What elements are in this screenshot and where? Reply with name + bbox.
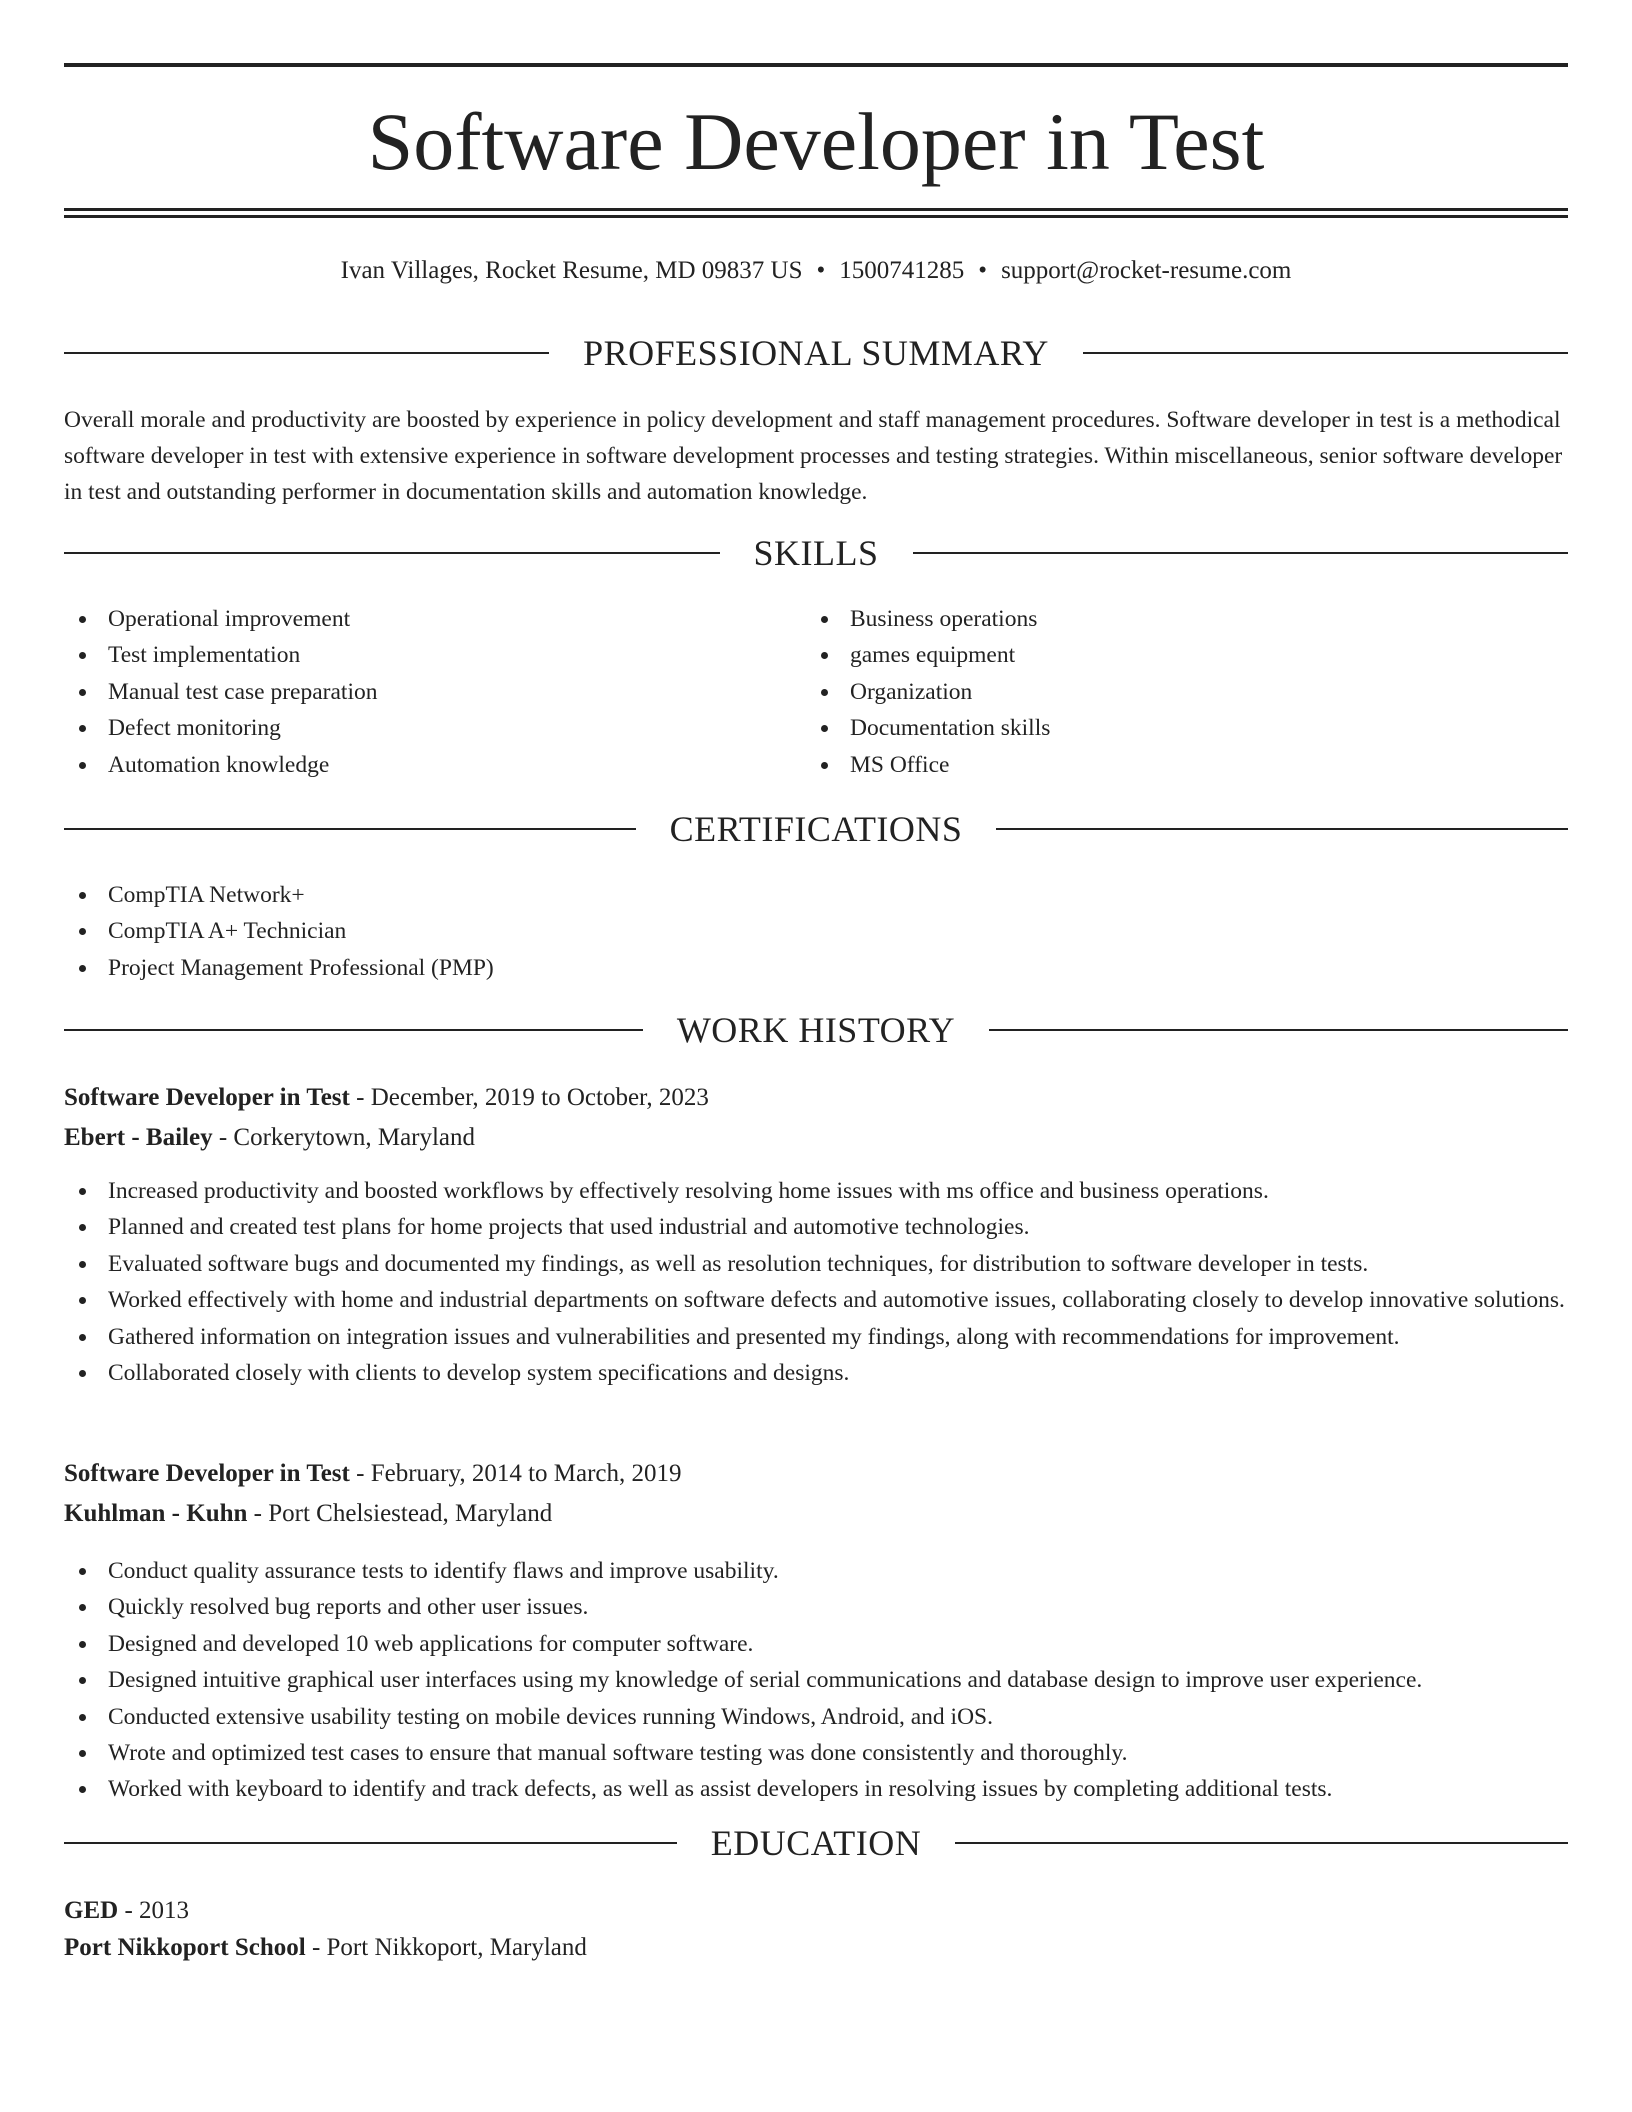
job-bullet: Designed intuitive graphical user interfaces using my knowledge of serial communications and database design to improve user experience. [64,1662,1568,1698]
job-title-line [64,1456,1568,1492]
heading-rule [64,1842,677,1844]
education-school: Port Nikkoport School [64,1934,306,1961]
education-school-line [64,1930,1568,1966]
section-heading-education [64,1821,1568,1865]
skill-item: Test implementation [64,637,804,673]
job-bullet: Worked effectively with home and industrial departments on software defects and automotive issues, collaborating closely to develop innovative solutions. [64,1282,1568,1318]
skill-item: Automation knowledge [64,747,804,783]
skill-item: Defect monitoring [64,710,804,746]
contact-address: Ivan Villages, Rocket Resume, MD 09837 US [340,257,803,284]
section-title: EDUCATION [710,1823,922,1863]
job-bullets [64,1553,1568,1808]
job-title: Software Developer in Test [64,1460,350,1487]
heading-rule [64,828,636,830]
section-heading-skills [64,531,1568,575]
skill-item: MS Office [806,747,1546,783]
certification-item: CompTIA A+ Technician [64,913,1568,949]
certification-item: Project Management Professional (PMP) [64,950,1568,986]
skill-item: Operational improvement [64,601,804,637]
contact-phone: 1500741285 [839,257,965,284]
section-title: CERTIFICATIONS [669,809,963,849]
heading-rule [64,1029,643,1031]
section-title: SKILLS [753,533,879,573]
job-bullets [64,1173,1568,1391]
skill-item: games equipment [806,637,1546,673]
certifications-list [64,877,1568,986]
resume-name: Software Developer in Test [367,96,1265,187]
heading-rule [955,1842,1568,1844]
job-bullet: Increased productivity and boosted workflows by effectively resolving home issues with ms office and business operations. [64,1173,1568,1209]
job-company-line [64,1120,1568,1156]
skills-list-right [806,601,1546,783]
skill-item: Documentation skills [806,710,1546,746]
heading-rule [64,352,549,354]
job-bullet: Gathered information on integration issues and vulnerabilities and presented my findings, along with recommendations for improvement. [64,1319,1568,1355]
education-location: - Port Nikkoport, Maryland [305,1934,587,1961]
education-degree-line [64,1893,1568,1929]
top-rule [64,63,1568,67]
heading-rule [913,552,1569,554]
summary-text: Overall morale and productivity are boosted by experience in policy development and staff management procedures. Software developer in test is a methodical software developer in test with extensive experience in software development processes and testing strategies. Within miscellaneous, senior software developer in test and outstanding performer in documentation skills and automation knowledge. [64,407,1563,505]
contact-email: support@rocket-resume.com [1001,257,1292,284]
contact-line [64,254,1568,288]
job-company: Kuhlman - Kuhn [64,1500,248,1527]
job-dates: - December, 2019 to October, 2023 [349,1084,709,1111]
job-company-line [64,1496,1568,1532]
job-bullet: Wrote and optimized test cases to ensure that manual software testing was done consistently and thoroughly. [64,1735,1568,1771]
job-dates: - February, 2014 to March, 2019 [349,1460,682,1487]
contact-separator: • [978,257,988,284]
certification-item: CompTIA Network+ [64,877,1568,913]
skill-item: Business operations [806,601,1546,637]
job-bullet: Collaborated closely with clients to develop system specifications and designs. [64,1355,1568,1391]
skill-item: Organization [806,674,1546,710]
section-heading-work-history [64,1008,1568,1052]
section-title: PROFESSIONAL SUMMARY [583,333,1049,373]
job-bullet: Worked with keyboard to identify and track defects, as well as assist developers in resolving issues by completing additional tests. [64,1771,1568,1807]
job-title-line [64,1080,1568,1116]
job-bullet: Planned and created test plans for home projects that used industrial and automotive technologies. [64,1209,1568,1245]
heading-rule [1083,352,1568,354]
job-bullet: Quickly resolved bug reports and other user issues. [64,1589,1568,1625]
skill-item: Manual test case preparation [64,674,804,710]
skills-list-left [64,601,804,783]
education-year: - 2013 [118,1897,190,1924]
job-title: Software Developer in Test [64,1084,350,1111]
job-bullet: Conducted extensive usability testing on mobile devices running Windows, Android, and iOS. [64,1699,1568,1735]
section-title: WORK HISTORY [676,1010,956,1050]
job-bullet: Conduct quality assurance tests to identify flaws and improve usability. [64,1553,1568,1589]
job-location: - Corkerytown, Maryland [212,1124,476,1151]
job-bullet: Designed and developed 10 web applications for computer software. [64,1626,1568,1662]
job-location: - Port Chelsiestead, Maryland [247,1500,553,1527]
heading-rule [64,552,720,554]
education-degree: GED [64,1897,119,1924]
job-company: Ebert - Bailey [64,1124,213,1151]
heading-rule [989,1029,1568,1031]
contact-separator: • [816,257,826,284]
header-double-rule [64,208,1568,218]
section-heading-summary [64,331,1568,375]
heading-rule [996,828,1568,830]
section-heading-certifications [64,807,1568,851]
job-bullet: Evaluated software bugs and documented my findings, as well as resolution techniques, for distribution to software developer in tests. [64,1246,1568,1282]
